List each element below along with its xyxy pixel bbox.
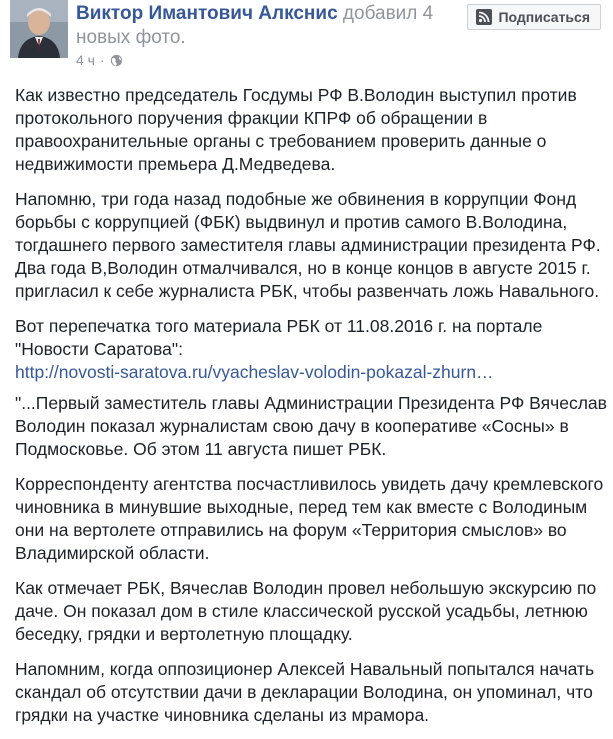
post-paragraph: Напомним, когда оппозиционер Алексей Навальный попытался начать скандал об отсутствии дачи в декларации Володина, он упоминал, что грядки на участке чиновника сделаны из мрамора. (15, 659, 595, 725)
subscribe-button[interactable] (467, 4, 601, 30)
post-paragraph: Как известно председатель Госдумы РФ В.Володин выступил против протокольного поручения фракции КПРФ об обращении в правоохранительные органы с требованием проверить данные о недвижимости премьера Д.Медведева. (15, 85, 577, 174)
post-paragraph: Как отмечает РБК, Вячеслав Володин провел небольшую экскурсию по даче. Он показал дом в стиле классической русской усадьбы, летнюю беседку, грядки и вертолетную площадку. (15, 578, 597, 644)
post-paragraph (15, 315, 607, 384)
avatar-photo (10, 0, 68, 58)
post-paragraph: "...Первый заместитель главы Администрации Президента РФ Вячеслав Володин показал журналистам свою дачу в кооперативе «Сосны» в Подмосковье. Об этом 11 августа пишет РБК. (15, 393, 607, 459)
timestamp-row (76, 51, 123, 69)
post-paragraph: Корреспонденту агентства посчастливилось увидеть дачу кремлевского чиновника в минувшие выходные, перед тем как вместе с Володиным они на вертолете отправились на форум «Территория смыслов» во Владимирской области. (15, 474, 604, 563)
post-header (10, 0, 613, 70)
post-body (15, 84, 607, 739)
author-name[interactable]: Виктор Имантович Алкснис (76, 3, 338, 24)
post-action-text: добавил 4 новых фото. (76, 3, 434, 48)
rss-icon (476, 9, 492, 25)
post-paragraph: Напомню, три года назад подобные же обвинения в коррупции Фонд борьбы с коррупцией (ФБК) выдвинул и против самого В.Володина, тогдашнего первого заместителя главы администрации президента РФ. Два года В,Володин отмалчивался, но в конце концов в августе 2015 г. пригласил к себе журналиста РБК, чтобы развенчать ложь Навального. (15, 189, 601, 301)
article-link[interactable]: http://novosti-saratova.ru/vyacheslav-volodin-pokazal-zhurn… (15, 362, 494, 382)
separator-dot: · (99, 52, 105, 68)
avatar[interactable] (10, 0, 68, 58)
subscribe-label: Подписаться (498, 9, 590, 25)
post-time[interactable]: 4 ч (76, 52, 95, 68)
post-paragraph-text: Вот перепечатка того материала РБК от 11.08.2016 г. на портале "Новости Саратова": (15, 316, 543, 359)
author-line (76, 2, 436, 50)
globe-icon[interactable] (110, 54, 123, 67)
